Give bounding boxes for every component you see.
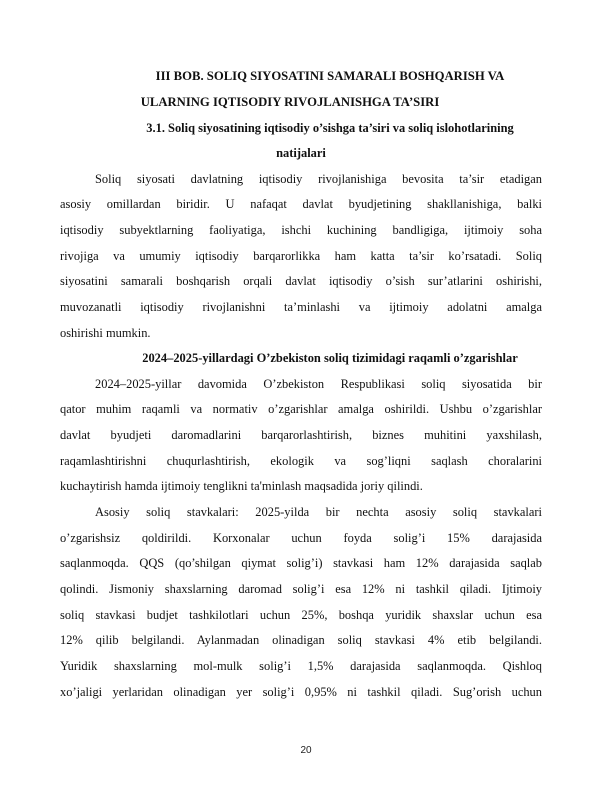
paragraph-2-line-2: qator muhim raqamli va normativ o’zgarishlar amalga oshirildi. Ushbu o’zgarishlar — [60, 402, 542, 416]
paragraph-1-line-2: asosiy omillardan biridir. U nafaqat davlat byudjetining shakllanishiga, balki — [60, 197, 542, 211]
section-title-line-1: 3.1. Soliq siyosatining iqtisodiy o’sishga ta’siri va soliq islohotlarining — [146, 121, 514, 135]
paragraph-3-line-6: 12% qilib belgilandi. Aylanmadan olinadigan soliq stavkasi 4% etib belgilandi. — [60, 633, 542, 647]
paragraph-1-line-7: oshirishi mumkin. — [60, 326, 151, 340]
paragraph-1-line-1: Soliq siyosati davlatning iqtisodiy rivojlanishiga bevosita ta’sir etadigan — [95, 172, 542, 186]
page-number: 20 — [300, 745, 312, 756]
paragraph-3-line-7: Yuridik shaxslarning mol-mulk solig’i 1,5% darajasida saqlanmoqda. Qishloq — [60, 659, 542, 673]
paragraph-2-line-1: 2024–2025-yillar davomida O’zbekiston Respublikasi soliq siyosatida bir — [95, 377, 542, 391]
paragraph-1-line-4: rivojiga va umumiy iqtisodiy barqarorlikka ham katta ta’sir ko’rsatadi. Soliq — [60, 249, 542, 263]
section-title-line-2: natijalari — [276, 146, 326, 160]
paragraph-2-line-4: raqamlashtirishni chuqurlashtirish, ekologik va sog’liqni saqlash choralarini — [60, 454, 542, 468]
paragraph-2-line-5: kuchaytirish hamda ijtimoiy tenglikni ta'minlash maqsadida joriy qilindi. — [60, 479, 423, 493]
paragraph-3-line-1: Asosiy soliq stavkalari: 2025-yilda bir nechta asosiy soliq stavkalari — [95, 505, 542, 519]
paragraph-3-line-4: qolindi. Jismoniy shaxslarning daromad solig’i esa 12% ni tashkil qiladi. Ijtimoiy — [60, 582, 542, 596]
chapter-title-line-2: ULARNING IQTISODIY RIVOJLANISHGA TA’SIRI — [140, 95, 440, 109]
paragraph-1-line-6: muvozanatli iqtisodiy rivojlanishni ta’minlashi va ijtimoiy adolatni amalga — [60, 300, 542, 314]
paragraph-1-line-3: iqtisodiy subyektlarning faoliyatiga, ishchi kuchining bandligiga, ijtimoiy soha — [60, 223, 542, 237]
subheading: 2024–2025-yillardagi O’zbekiston soliq tizimidagi raqamli o’zgarishlar — [142, 351, 518, 365]
paragraph-3-line-5: soliq stavkasi budjet tashkilotlari uchun 25%, boshqa yuridik shaxslar uchun esa — [60, 608, 542, 622]
chapter-title-line-1: III BOB. SOLIQ SIYOSATINI SAMARALI BOSHQARISH VA — [155, 69, 505, 83]
paragraph-3-line-2: o’zgarishsiz qoldirildi. Korxonalar uchun foyda solig’i 15% darajasida — [60, 531, 542, 545]
paragraph-3-line-8: xo’jaligi yerlaridan olinadigan yer solig’i 0,95% ni tashkil qiladi. Sug’orish uchun — [60, 685, 542, 699]
paragraph-2-line-3: davlat byudjeti daromadlarini barqarorlashtirish, biznes muhitini yaxshilash, — [60, 428, 542, 442]
paragraph-1-line-5: siyosatini samarali boshqarish orqali davlat iqtisodiy o’sish sur’atlarini oshirishi, — [60, 274, 542, 288]
paragraph-3-line-3: saqlanmoqda. QQS (qo’shilgan qiymat solig’i) stavkasi ham 12% darajasida saqlab — [60, 556, 542, 570]
